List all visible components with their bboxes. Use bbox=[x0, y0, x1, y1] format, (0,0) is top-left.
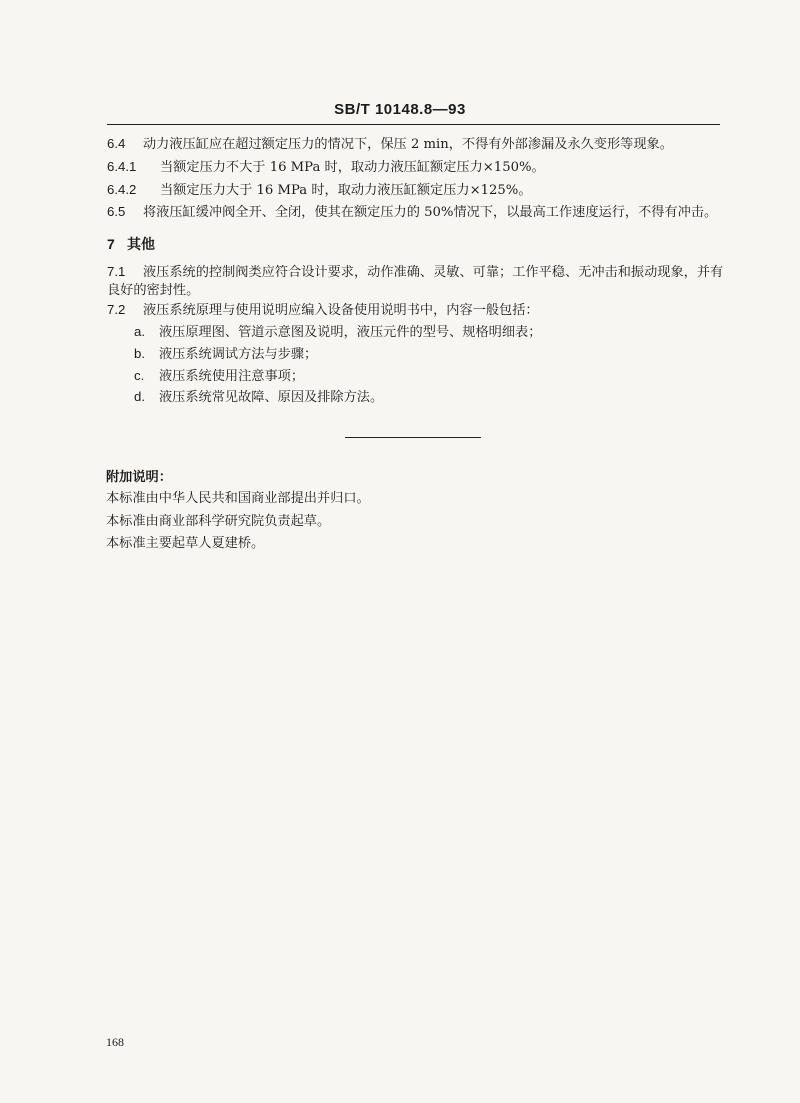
clause-7-1-line-1 bbox=[107, 264, 723, 281]
clause-number: 6.4.1 bbox=[107, 159, 137, 174]
clause-6-4 bbox=[107, 136, 673, 153]
list-label: b. bbox=[134, 346, 145, 361]
header-rule bbox=[107, 124, 720, 125]
list-label: c. bbox=[134, 368, 145, 383]
list-item-b bbox=[134, 346, 317, 363]
clause-text: 当额定压力大于 16 MPa 时，取动力液压缸额定压力×125%。 bbox=[160, 183, 532, 198]
clause-text: 动力液压缸应在超过额定压力的情况下，保压 2 min，不得有外部渗漏及永久变形等现象。 bbox=[143, 137, 673, 152]
clause-text: 液压系统原理与使用说明应编入设备使用说明书中，内容一般包括： bbox=[143, 303, 539, 318]
section-title: 其他 bbox=[127, 237, 155, 253]
end-of-text-rule bbox=[345, 437, 481, 438]
list-item-d bbox=[134, 389, 383, 406]
section-number: 7 bbox=[107, 236, 115, 252]
clause-7-2 bbox=[107, 302, 539, 319]
clause-6-5 bbox=[107, 204, 717, 221]
list-label: d. bbox=[134, 389, 145, 404]
clause-number: 6.4.2 bbox=[107, 182, 137, 197]
clause-6-4-2 bbox=[107, 182, 532, 199]
list-label: a. bbox=[134, 324, 145, 339]
note-line-3: 本标准主要起草人夏建桥。 bbox=[106, 536, 265, 551]
list-item-c bbox=[134, 368, 304, 385]
clause-number: 6.5 bbox=[107, 204, 126, 219]
clause-text: 将液压缸缓冲阀全开、全闭，使其在额定压力的 50%情况下，以最高工作速度运行，不得有冲击。 bbox=[143, 205, 718, 220]
list-item-a bbox=[134, 324, 541, 341]
note-line-1: 本标准由中华人民共和国商业部提出并归口。 bbox=[106, 491, 370, 506]
list-text: 液压系统常见故障、原因及排除方法。 bbox=[159, 390, 384, 405]
clause-text: 当额定压力不大于 16 MPa 时，取动力液压缸额定压力×150%。 bbox=[160, 160, 545, 175]
list-text: 液压原理图、管道示意图及说明，液压元件的型号、规格明细表； bbox=[159, 325, 542, 340]
standard-code-header: SB/T 10148.8—93 bbox=[334, 101, 466, 118]
section-7-heading bbox=[107, 234, 155, 254]
list-text: 液压系统使用注意事项； bbox=[159, 369, 305, 384]
clause-7-1-line-2: 良好的密封性。 bbox=[107, 283, 200, 298]
list-text: 液压系统调试方法与步骤； bbox=[159, 347, 318, 362]
clause-text: 液压系统的控制阀类应符合设计要求，动作准确、灵敏、可靠；工作平稳、无冲击和振动现象，并有 bbox=[143, 265, 724, 280]
additional-notes-title: 附加说明： bbox=[106, 470, 172, 485]
clause-number: 7.1 bbox=[107, 264, 126, 279]
page-number: 168 bbox=[106, 1035, 124, 1049]
clause-6-4-1 bbox=[107, 159, 545, 176]
note-line-2: 本标准由商业部科学研究院负责起草。 bbox=[106, 514, 331, 529]
clause-number: 6.4 bbox=[107, 136, 126, 151]
clause-number: 7.2 bbox=[107, 302, 126, 317]
